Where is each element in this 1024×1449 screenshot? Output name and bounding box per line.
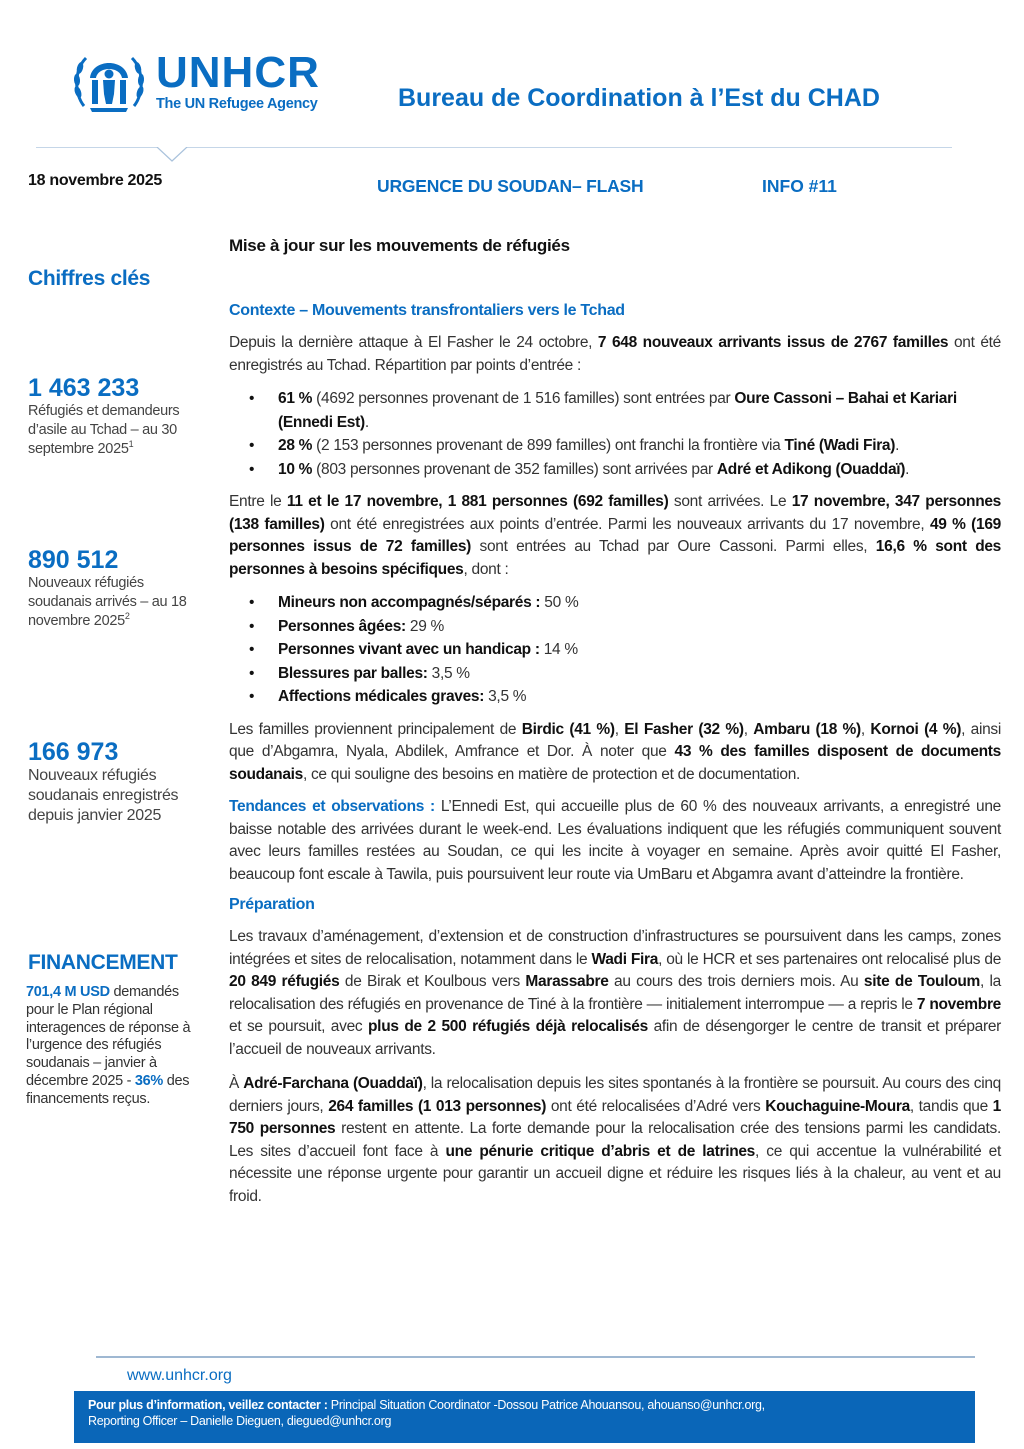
bold-text: Oure Cassoni – Bahai et Kariari (Ennedi Est) — [278, 390, 957, 431]
text: et se poursuit, avec — [229, 1018, 369, 1035]
footnote-marker: 1 — [128, 439, 134, 450]
text: (803 personnes provenant de 352 familles) sont arrivées par — [312, 460, 717, 478]
contact-box — [74, 1391, 975, 1443]
bold-text: Kornoi (4 %) — [870, 720, 962, 738]
bold-text: 43 % des familles disposent de documents soudanais — [229, 743, 1001, 783]
flash-info-number: INFO #11 — [762, 176, 837, 196]
bold-text: Kouchaguine-Moura — [765, 1097, 910, 1115]
list-item — [278, 434, 1001, 458]
key-figure-description: Nouveaux réfugiés soudanais arrivés – au 18 novembre 2025 — [28, 575, 187, 629]
list-item: • Personnes vivant avec un handicap : 14 % — [278, 638, 1001, 662]
preparation-heading: Préparation — [229, 896, 315, 913]
divider-notch-icon — [156, 147, 188, 163]
text: ont été enregistrés au Tchad. Répartition par points d’entrée : — [229, 334, 1001, 374]
funding-description-end: des financements reçus. — [26, 1072, 190, 1107]
bold-text: 16,6 % sont des personnes à besoins spécifiques — [229, 538, 1002, 578]
bold-text: 264 familles (1 013 personnes) — [328, 1097, 547, 1115]
bold-text: 28 % — [278, 437, 313, 454]
bold-text: Adré-Farchana (Ouaddaï) — [243, 1075, 423, 1092]
text: , la relocalisation depuis les sites spontanés à la frontière se poursuit. Au cours des cinq derniers jours, — [229, 1075, 1001, 1115]
list-item: • Blessures par balles: 3,5 % — [278, 662, 1001, 686]
website-link[interactable]: www.unhcr.org — [127, 1367, 232, 1384]
trends-paragraph — [229, 796, 1001, 886]
list-item: • Affections médicales graves: 3,5 % — [278, 685, 1001, 709]
text: ont été enregistrées aux points d’entrée. Parmi les nouveaux arrivants du 17 novembre, — [324, 515, 930, 533]
text: , tandis que — [909, 1097, 993, 1115]
text: , — [860, 720, 871, 738]
context-heading: Contexte – Mouvements transfrontaliers vers le Tchad — [229, 302, 625, 319]
key-figure-description: Réfugiés et demandeurs d’asile au Tchad – au 30 septembre 2025 — [28, 403, 180, 457]
bold-text: Adré et Adikong (Ouaddaï) — [716, 460, 906, 478]
funding-amount: 701,4 M USD — [26, 984, 110, 1000]
trends-text: L’Ennedi Est, qui accueille plus de 60 % des nouveaux arrivants, a enregistré une baisse notable des arrivées durant le week-end. Les évaluations indiquent que les réfugiés communiquent souvent avec leurs familles restées au Soudan, ce qui les incite à voyager en semaine. Après avoir quitté El Fasher, beaucoup font escale à Tawila, puis poursuivent leur route via UmBaru et Abgamra avant d’atteindre la frontière. — [229, 798, 1001, 883]
text: sont arrivées. Le — [668, 493, 792, 510]
text: Depuis la dernière attaque à El Fasher le 24 octobre, — [229, 334, 598, 351]
text: ont été relocalisées d’Adré vers — [546, 1097, 766, 1115]
bold-text: 61 % — [278, 390, 313, 407]
bold-text: Birdic (41 %) — [521, 720, 615, 738]
text: Les travaux d’aménagement, d’extension et de construction d’infrastructures se poursuivent dans les camps, zones intégrées et sites de relocalisation, notamment dans le — [229, 928, 1001, 968]
origins-paragraph — [229, 719, 1001, 787]
text: afin de désengorger le centre de transit et préparer l’accueil de nouveaux arrivants. — [229, 1018, 1002, 1058]
bold-text: site de Touloum — [863, 973, 981, 990]
text: , ce qui souligne des besoins en matière de protection et de documentation. — [302, 765, 801, 783]
text: restent en attente. La forte demande pour la relocalisation crée des tensions parmi les candidats. Les sites d’accueil font face à — [229, 1120, 1002, 1160]
key-figure-value: 890 512 — [28, 546, 119, 574]
bold-text: 7 648 nouveaux arrivants issus de 2767 familles — [597, 334, 949, 351]
footer-divider — [96, 1356, 975, 1358]
key-figure-value: 1 463 233 — [28, 374, 140, 402]
main-content — [229, 236, 1001, 1208]
bold-text: Marassabre — [525, 973, 609, 990]
contact-label: Pour plus d’information, veillez contacter : — [88, 1398, 328, 1412]
key-figures-title: Chiffres clés — [28, 267, 151, 290]
bold-text: 17 novembre, 347 personnes (138 familles) — [229, 493, 1001, 533]
bold-text: 49 % (169 personnes issus de 72 familles) — [229, 515, 1002, 555]
text: , la relocalisation des réfugiés en provenance de Tiné à la frontière — initialement interrompue — a repris le — [229, 973, 1001, 1013]
list-item: • Mineurs non accompagnés/séparés : 50 % — [278, 591, 1001, 615]
text: , ainsi que d’Abgamra, Nyala, Abdilek, Amfrance et Dor. À noter que — [229, 720, 1002, 760]
bold-text: Tiné (Wadi Fira) — [784, 437, 896, 454]
context-paragraph — [229, 332, 1001, 377]
flash-title: URGENCE DU SOUDAN– FLASH — [377, 176, 644, 196]
contact-reporting-officer: Reporting Officer – Danielle Dieguen, diegued@unhcr.org — [88, 1414, 392, 1428]
adre-paragraph — [229, 1073, 1001, 1208]
funding-percent: 36% — [134, 1072, 163, 1089]
text: au cours des trois derniers mois. Au — [608, 973, 864, 990]
footnote-marker: 2 — [124, 611, 130, 622]
text: , dont : — [463, 560, 509, 578]
coordinator-email-link[interactable]: ahouanso@unhcr.org — [647, 1398, 762, 1412]
text: , ce qui accentue la vulnérabilité et nécessite une réponse urgente pour garantir un accueil digne et réduire les risques liés à la chaleur, au vent et au froid. — [229, 1142, 1001, 1205]
text: de Birak et Koulbous vers — [339, 973, 526, 990]
text: (2 153 personnes provenant de 899 familles) ont franchi la frontière via — [312, 437, 785, 454]
entry-points-list — [229, 387, 1001, 481]
contact-coordinator: Principal Situation Coordinator -Dossou Patrice Ahouansou, — [327, 1398, 648, 1412]
bold-text: plus de 2 500 réfugiés déjà relocalisés — [368, 1018, 648, 1035]
bold-text: 20 849 réfugiés — [229, 973, 340, 990]
text: , — [614, 720, 625, 738]
list-item — [278, 387, 1001, 434]
text: Entre le — [229, 493, 287, 510]
report-date: 18 novembre 2025 — [28, 172, 162, 189]
key-figure-refugees-asylum — [28, 374, 208, 459]
bold-text: 1 750 personnes — [229, 1097, 1001, 1137]
preparation-paragraph — [229, 926, 1001, 1061]
text: , où le HCR et ses partenaires ont relocalisé plus de — [658, 950, 1002, 968]
text: , — [743, 720, 754, 738]
unhcr-logo — [70, 48, 350, 114]
bold-text: une pénurie critique d’abris et de latrines — [445, 1142, 756, 1160]
text: À — [229, 1075, 244, 1092]
key-figure-description: Nouveaux réfugiés soudanais enregistrés depuis janvier 2025 — [28, 767, 179, 824]
office-title: Bureau de Coordination à l’Est du CHAD — [398, 84, 880, 112]
key-figure-value: 166 973 — [28, 738, 119, 766]
text: (4692 personnes provenant de 1 516 familles) sont entrées par — [312, 390, 735, 407]
bold-text: 10 % — [278, 460, 313, 478]
text: . — [364, 413, 369, 431]
text: . — [895, 437, 900, 454]
text: sont entrées au Tchad par Oure Cassoni. Parmi elles, — [471, 538, 876, 555]
logo-brand-text: UNHCR — [156, 48, 320, 97]
funding-description: demandés pour le Plan régional interagences de réponse à l’urgence des réfugiés soudanais – janvier à décembre 2025 - — [26, 984, 191, 1089]
punctuation: , — [761, 1398, 765, 1412]
weekly-arrivals-paragraph — [229, 491, 1001, 581]
text: . — [905, 460, 910, 478]
bold-text: Wadi Fira — [591, 950, 659, 968]
bold-text: Ambaru (18 %) — [753, 720, 861, 738]
logo-tagline: The UN Refugee Agency — [156, 96, 318, 112]
text: Les familles proviennent principalement de — [229, 720, 522, 738]
funding-text — [26, 984, 204, 1109]
key-figure-registered — [28, 738, 208, 826]
bold-text: 7 novembre — [916, 995, 1001, 1013]
bold-text: 11 et le 17 novembre, 1 881 personnes (692 familles) — [286, 493, 669, 510]
list-item: • Personnes âgées: 29 % — [278, 615, 1001, 639]
update-subtitle: Mise à jour sur les mouvements de réfugiés — [229, 236, 570, 255]
funding-title: FINANCEMENT — [28, 951, 178, 974]
unhcr-emblem-icon — [70, 48, 148, 114]
specific-needs-list — [229, 591, 1001, 709]
bold-text: El Fasher (32 %) — [624, 720, 744, 738]
list-item — [278, 458, 1001, 482]
key-figure-new-arrivals — [28, 546, 208, 631]
trends-heading: Tendances et observations : — [229, 798, 435, 815]
